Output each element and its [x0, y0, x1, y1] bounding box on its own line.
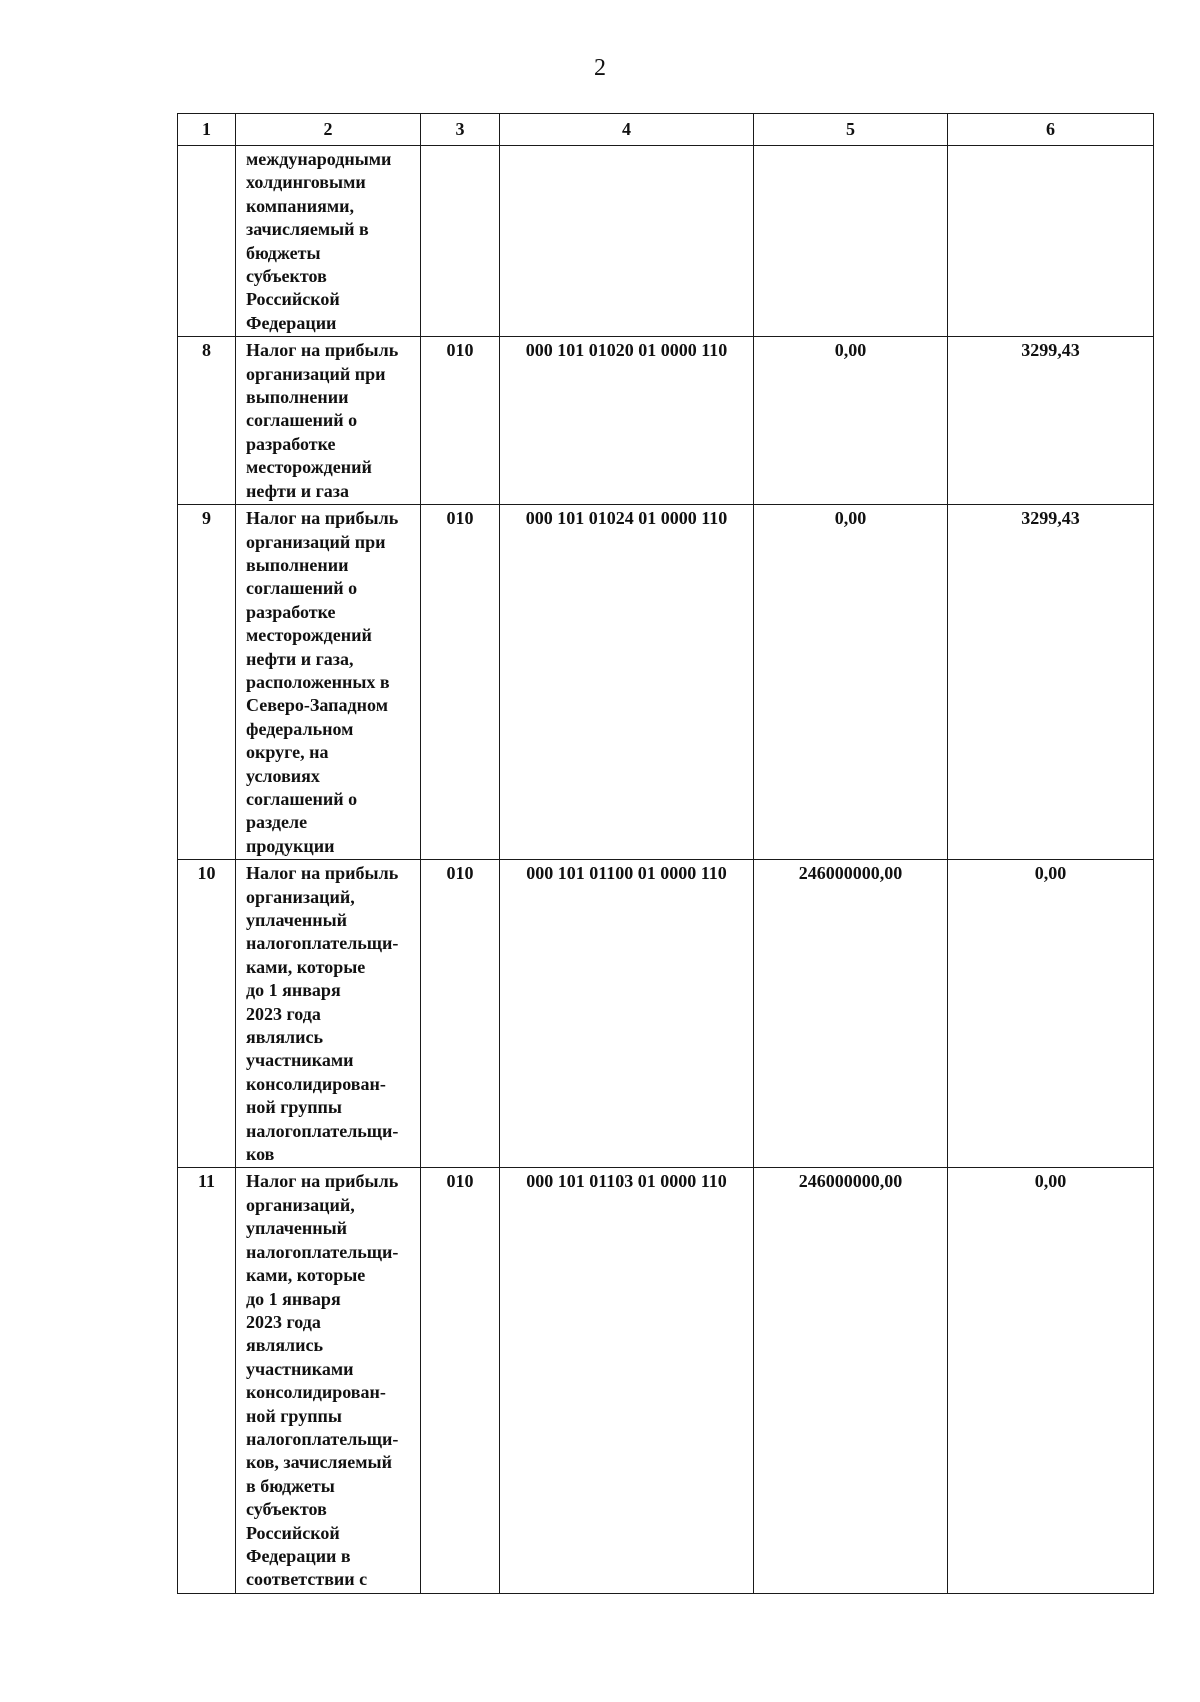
tax-name-line: соглашений о	[246, 788, 358, 809]
value-col6-cell: 3299,43	[948, 337, 1154, 505]
value-col6-cell: 0,00	[948, 860, 1154, 1168]
tax-name-line: организаций,	[246, 886, 355, 907]
value-col5-cell: 0,00	[754, 505, 948, 860]
tax-name-line: участниками	[246, 1050, 354, 1071]
tax-name-line: субъектов	[246, 266, 327, 287]
tax-name-line: разработке	[246, 433, 336, 454]
tax-name-line: холдинговыми	[246, 172, 366, 193]
tax-name-line: консолидирован-	[246, 1073, 386, 1094]
tax-name-line: нефти и газа	[246, 480, 350, 501]
tax-name-cell	[236, 860, 421, 1168]
tax-name-line: Налог на прибыль	[246, 508, 399, 529]
line-code-cell: 010	[421, 337, 500, 505]
value-col5-cell: 246000000,00	[754, 1168, 948, 1593]
kbk-code-cell: 000 101 01024 01 0000 110	[500, 505, 754, 860]
table-row	[178, 505, 1154, 860]
table-row	[178, 1168, 1154, 1593]
value-col6-cell: 0,00	[948, 1168, 1154, 1593]
table-row	[178, 146, 1154, 337]
value-col5-cell	[754, 146, 948, 337]
tax-name-line: ками, которые	[246, 1265, 366, 1286]
tax-name-line: Федерации	[246, 312, 337, 333]
tax-name-line: продукции	[246, 835, 335, 856]
kbk-code-cell	[500, 146, 754, 337]
table-header-row	[178, 114, 1154, 146]
row-number-cell: 8	[178, 337, 236, 505]
tax-name-line: до 1 января	[246, 1288, 341, 1309]
tax-name-line: Российской	[246, 289, 340, 310]
tax-name-line: выполнении	[246, 554, 349, 575]
header-col-6: 6	[948, 114, 1154, 146]
tax-name-line: месторождений	[246, 457, 372, 478]
line-code-cell: 010	[421, 505, 500, 860]
line-code-cell: 010	[421, 860, 500, 1168]
tax-name-line: компаниями,	[246, 195, 355, 216]
tax-name-line: Налог на прибыль	[246, 1171, 399, 1192]
value-col5-cell: 0,00	[754, 337, 948, 505]
tax-name-line: бюджеты	[246, 242, 321, 263]
tax-name-line: условиях	[246, 765, 320, 786]
tax-name-line: консолидирован-	[246, 1382, 386, 1403]
tax-name-line: участниками	[246, 1358, 354, 1379]
tax-name-line: федеральном	[246, 718, 354, 739]
tax-name-line: ков, зачисляемый	[246, 1452, 392, 1473]
tax-name-line: являлись	[246, 1335, 324, 1356]
tax-name-line: Налог на прибыль	[246, 863, 399, 884]
tax-name-line: организаций при	[246, 531, 386, 552]
kbk-code-cell: 000 101 01020 01 0000 110	[500, 337, 754, 505]
tax-name-line: соглашений о	[246, 578, 358, 599]
tax-name-line: выполнении	[246, 387, 349, 408]
tax-name-line: уплаченный	[246, 1218, 348, 1239]
tax-name-line: налогоплательщи-	[246, 1241, 399, 1262]
tax-name-line: до 1 января	[246, 980, 341, 1001]
tax-name-line: нефти и газа,	[246, 648, 354, 669]
tax-name-line: соглашений о	[246, 410, 358, 431]
tax-name-line: организаций,	[246, 1194, 355, 1215]
tax-name-cell	[236, 505, 421, 860]
table-row	[178, 860, 1154, 1168]
value-col5-cell: 246000000,00	[754, 860, 948, 1168]
tax-name-line: разделе	[246, 812, 308, 833]
row-number-cell: 11	[178, 1168, 236, 1593]
tax-name-line: ной группы	[246, 1405, 342, 1426]
value-col6-cell	[948, 146, 1154, 337]
tax-name-line: соответствии с	[246, 1569, 368, 1590]
tax-name-line: налогоплательщи-	[246, 933, 399, 954]
tax-name-line: месторождений	[246, 625, 372, 646]
tax-name-cell	[236, 337, 421, 505]
kbk-code-cell: 000 101 01103 01 0000 110	[500, 1168, 754, 1593]
tax-name-line: в бюджеты	[246, 1475, 335, 1496]
tax-name-line: уплаченный	[246, 910, 348, 930]
tax-name-line: ками, которые	[246, 956, 366, 977]
tax-name-line: Налог на прибыль	[246, 340, 399, 361]
header-col-4: 4	[500, 114, 754, 146]
tax-name-cell	[236, 146, 421, 337]
tax-name-line: Федерации в	[246, 1545, 351, 1566]
tax-name-line: Российской	[246, 1522, 340, 1543]
header-col-3: 3	[421, 114, 500, 146]
tax-name-line: расположенных в	[246, 671, 390, 692]
line-code-cell: 010	[421, 1168, 500, 1593]
tax-name-line: округе, на	[246, 742, 329, 763]
page-number: 2	[594, 55, 606, 81]
tax-name-line: зачисляемый в	[246, 219, 369, 240]
row-number-cell: 10	[178, 860, 236, 1168]
tax-name-line: субъектов	[246, 1499, 327, 1520]
tax-name-line: являлись	[246, 1027, 324, 1048]
row-number-cell	[178, 146, 236, 337]
tax-name-line: налогоплательщи-	[246, 1120, 399, 1141]
header-col-5: 5	[754, 114, 948, 146]
table-body	[178, 146, 1154, 1594]
tax-name-line: международными	[246, 149, 392, 169]
tax-name-line: 2023 года	[246, 1003, 321, 1024]
tax-name-line: ной группы	[246, 1097, 342, 1118]
table-row	[178, 337, 1154, 505]
tax-name-line: ков	[246, 1144, 275, 1165]
budget-table	[177, 113, 1154, 1594]
row-number-cell: 9	[178, 505, 236, 860]
tax-name-line: Северо-Западном	[246, 695, 388, 716]
value-col6-cell: 3299,43	[948, 505, 1154, 860]
tax-name-line: организаций при	[246, 363, 386, 384]
header-col-2: 2	[236, 114, 421, 146]
header-col-1: 1	[178, 114, 236, 146]
tax-name-line: 2023 года	[246, 1311, 321, 1332]
line-code-cell	[421, 146, 500, 337]
tax-name-cell	[236, 1168, 421, 1593]
kbk-code-cell: 000 101 01100 01 0000 110	[500, 860, 754, 1168]
tax-name-line: налогоплательщи-	[246, 1428, 399, 1449]
tax-name-line: разработке	[246, 601, 336, 622]
